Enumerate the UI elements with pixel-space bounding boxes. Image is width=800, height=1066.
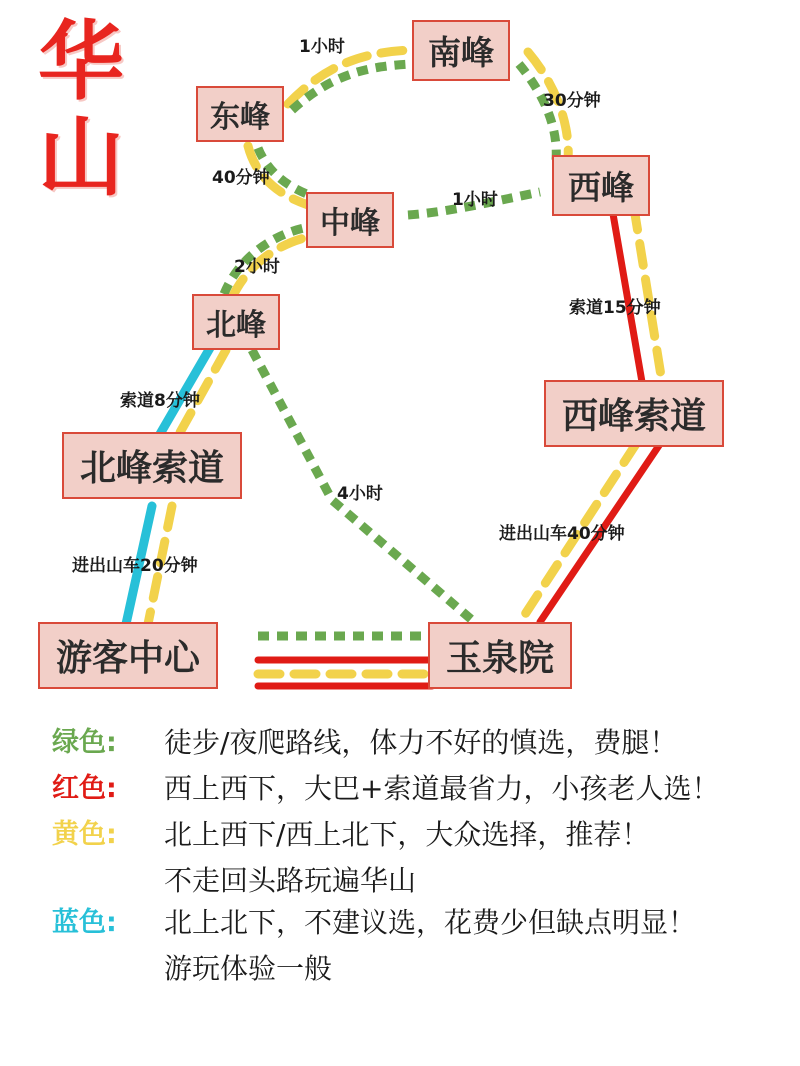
node-zhongfeng[interactable]: 中峰: [306, 192, 394, 248]
legend-cont-yellow: 不走回头路玩遍华山: [164, 864, 417, 897]
page-title: 华山: [38, 12, 126, 208]
legend-text-yellow: 北上西下/西上北下，大众选择，推荐！: [164, 818, 650, 851]
edge-label-dongfeng-nanfeng: 1小时: [299, 37, 345, 57]
node-yuquanyuan[interactable]: 玉泉院: [428, 622, 572, 689]
edge-label-nanfeng-xifeng: 30分钟: [543, 91, 601, 111]
node-dongfeng[interactable]: 东峰: [196, 86, 284, 142]
legend-key-blue: 蓝色:: [52, 907, 117, 938]
edge-green-dongfeng-nanfeng: [292, 64, 412, 110]
legend-row-yellow: [52, 814, 752, 856]
edge-label-beifeng-yuquanyuan: 4小时: [337, 484, 383, 504]
node-xifeng-suodao[interactable]: 西峰索道: [544, 380, 724, 447]
edge-label-beifengsuodao-youke: 进出山车20分钟: [72, 556, 198, 576]
legend-key-red: 红色:: [52, 773, 117, 804]
node-beifeng-suodao[interactable]: 北峰索道: [62, 432, 242, 499]
edge-label-xifengsuodao-yuquanyuan: 进出山车40分钟: [499, 524, 625, 544]
edge-label-dongfeng-zhongfeng: 40分钟: [212, 168, 270, 188]
legend-row-green: [52, 722, 752, 764]
node-youke-zhongxin[interactable]: 游客中心: [38, 622, 218, 689]
legend-cont-blue: 游玩体验一般: [164, 952, 333, 985]
legend-text-red: 西上西下，大巴+索道最省力，小孩老人选！: [164, 772, 720, 805]
edge-label-zhongfeng-xifeng: 1小时: [452, 190, 498, 210]
legend-text-green: 徒步/夜爬路线，体力不好的慎选，费腿！: [164, 726, 678, 759]
legend-key-yellow: 黄色:: [52, 819, 117, 850]
edge-label-beifeng-zhongfeng: 2小时: [234, 257, 280, 277]
legend-row-blue: [52, 902, 752, 944]
node-xifeng[interactable]: 西峰: [552, 155, 650, 216]
node-beifeng[interactable]: 北峰: [192, 294, 280, 350]
legend-key-green: 绿色:: [52, 727, 117, 758]
edge-label-beifeng-beifengsuodao: 索道8分钟: [120, 391, 200, 411]
legend-text-blue: 北上北下，不建议选，花费少但缺点明显！: [164, 906, 697, 939]
legend-row-red: [52, 768, 752, 810]
node-nanfeng[interactable]: 南峰: [412, 20, 510, 81]
legend: [52, 722, 752, 990]
edge-label-xifeng-xifengsuodao: 索道15分钟: [569, 298, 661, 318]
